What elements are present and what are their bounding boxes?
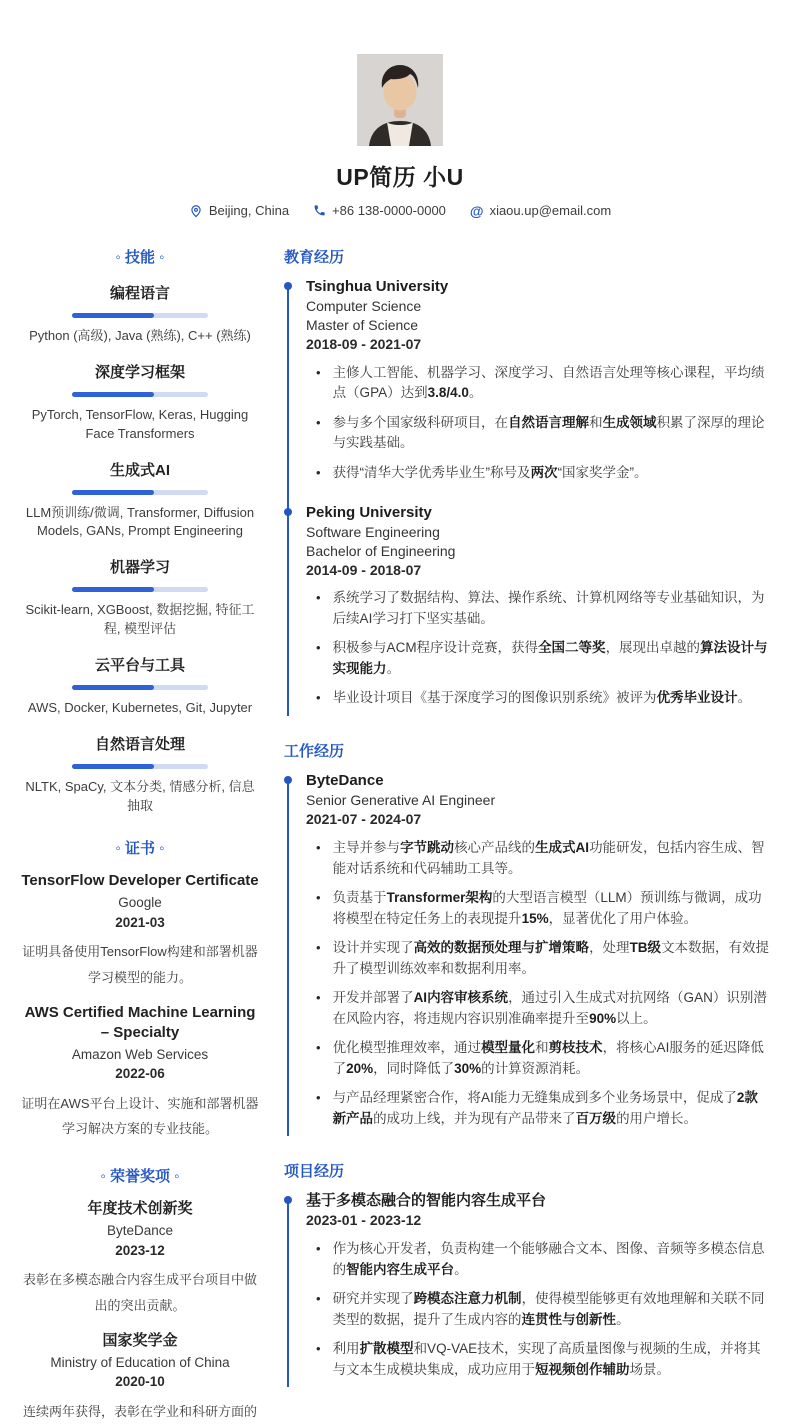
- timeline-entry: [284, 503, 776, 729]
- bullet-marker-icon: •: [316, 414, 321, 430]
- bullet-item: [306, 888, 776, 929]
- main-section: [284, 740, 776, 1148]
- skill-level-bar: [72, 392, 208, 397]
- entry-subtitles: [306, 791, 776, 810]
- main-section-title: 教育经历: [284, 249, 345, 266]
- bullet-marker-icon: •: [316, 1040, 321, 1056]
- bullet-text: 作为核心开发者，负责构建一个能够融合文本、图像、音频等多模态信息的智能内容生成平台。: [332, 1241, 765, 1277]
- contact-phone-text: +86 138-0000-0000: [332, 203, 446, 218]
- bullet-item: [306, 1088, 776, 1129]
- bullet-text: 积极参与ACM程序设计竞赛，获得全国二等奖，展现出卓越的算法设计与实现能力。: [332, 640, 768, 676]
- bullet-text: 利用扩散模型和VQ-VAE技术，实现了高质量图像与视频的生成，并将其与文本生成模块集成，成功应用于短视频创作辅助场景。: [332, 1341, 761, 1377]
- entry-date: 2023-01 - 2023-12: [306, 1212, 422, 1229]
- credential-description: 证明具备使用TensorFlow构建和部署机器学习模型的能力。: [22, 944, 258, 985]
- profile-photo: [357, 54, 443, 146]
- skill-description: LLM预训练/微调, Transformer, Diffusion Models, GANs, Prompt Engineering: [25, 504, 255, 539]
- entry-date: 2021-07 - 2024-07: [306, 811, 422, 828]
- timeline: [284, 771, 776, 1148]
- contact-phone: [313, 203, 446, 218]
- credential-date: 2021-03: [115, 914, 165, 930]
- bullet-marker-icon: •: [316, 690, 321, 706]
- credential-description: 连续两年获得，表彰在学业和科研方面的: [22, 1403, 257, 1419]
- awards-section-title: ◦ 荣誉奖项 ◦: [100, 1168, 180, 1186]
- bullet-item: [306, 413, 776, 454]
- bullet-marker-icon: •: [316, 364, 321, 380]
- bullet-item: [306, 588, 776, 629]
- bullet-item: [306, 363, 776, 404]
- location-pin-icon: [189, 204, 203, 218]
- bullet-text: 参与多个国家级科研项目，在自然语言理解和生成领域积累了深厚的理论与实践基础。: [332, 414, 765, 451]
- certificates-section-title: ◦ 证书 ◦: [115, 840, 165, 858]
- skill-item: [20, 733, 260, 816]
- entry-title: 基于多模态融合的智能内容生成平台: [306, 1192, 547, 1210]
- bullet-text: 设计并实现了高效的数据预处理与扩增策略，处理TB级文本数据，有效提升了模型训练效率和数据利用率。: [332, 940, 770, 976]
- main-section: [284, 246, 776, 728]
- profile-photo-placeholder: [357, 54, 443, 146]
- credential-issuer: Ministry of Education of China: [50, 1354, 230, 1370]
- skill-level-bar: [72, 764, 208, 769]
- bullet-item: [306, 938, 776, 979]
- skill-description: Scikit-learn, XGBoost, 数据挖掘, 特征工程, 模型评估: [25, 602, 255, 637]
- bullet-marker-icon: •: [316, 840, 321, 856]
- credential-item: [20, 1199, 260, 1318]
- timeline-dot-icon: [284, 508, 292, 516]
- sidebar: [20, 234, 260, 1424]
- bullet-item: [306, 1239, 776, 1280]
- contact-location: [189, 203, 289, 218]
- skill-level-fill: [72, 313, 154, 318]
- skill-level-fill: [72, 587, 154, 592]
- credential-name: TensorFlow Developer Certificate: [21, 872, 259, 890]
- skills-section-title: ◦ 技能 ◦: [115, 249, 165, 266]
- bullet-marker-icon: •: [316, 640, 321, 656]
- bullet-text: 优化模型推理效率，通过模型量化和剪枝技术，将核心AI服务的延迟降低了20%，同时降低了30%的计算资源消耗。: [332, 1040, 764, 1076]
- bullet-item: [306, 463, 776, 484]
- bullet-text: 与产品经理紧密合作，将AI能力无缝集成到多个业务场景中，促成了2款新产品的成功上线，并为现有产品带来了百万级的用户增长。: [332, 1090, 758, 1126]
- bullet-item: [306, 1339, 776, 1380]
- entry-subtitles: [306, 297, 776, 335]
- skill-name: 云平台与工具: [94, 656, 185, 674]
- skill-level-bar: [72, 587, 208, 592]
- skill-name: 自然语言处理: [94, 735, 185, 753]
- skill-level-fill: [72, 685, 154, 690]
- entry-title: Peking University: [306, 503, 432, 521]
- main-section-title: 项目经历: [284, 1163, 345, 1181]
- awards-list: [20, 1199, 260, 1424]
- credential-description: 证明在AWS平台上设计、实施和部署机器学习解决方案的专业技能。: [21, 1095, 259, 1137]
- credential-item: [20, 1331, 260, 1424]
- entry-bullets: [306, 1239, 776, 1380]
- entry-subtitle: Senior Generative AI Engineer: [306, 792, 496, 809]
- skill-description: NLTK, SpaCy, 文本分类, 情感分析, 信息抽取: [25, 778, 255, 813]
- contact-email-text: xiaou.up@email.com: [489, 203, 612, 218]
- bullet-item: [306, 838, 776, 879]
- phone-icon: [313, 204, 326, 217]
- bullet-marker-icon: •: [316, 1241, 321, 1257]
- bullet-marker-icon: •: [316, 890, 321, 906]
- entry-subtitle: Bachelor of Engineering: [306, 542, 456, 559]
- entry-title: Tsinghua University: [306, 278, 449, 295]
- bullet-text: 获得“清华大学优秀毕业生”称号及两次“国家奖学金”。: [332, 464, 648, 480]
- bullet-item: [306, 688, 776, 709]
- skill-item: [20, 282, 260, 346]
- skill-name: 生成式AI: [109, 461, 170, 479]
- credential-issuer: Google: [118, 895, 162, 911]
- credential-item: [20, 1003, 260, 1141]
- bullet-text: 主导并参与字节跳动核心产品线的生成式AI功能研发，包括内容生成、智能对话系统和代码辅助工具等。: [332, 840, 765, 876]
- skill-name: 编程语言: [109, 285, 170, 302]
- bullet-marker-icon: •: [316, 590, 321, 606]
- credential-name: 国家奖学金: [102, 1331, 178, 1349]
- skill-level-fill: [72, 392, 154, 397]
- skill-item: [20, 361, 260, 444]
- credential-name: AWS Certified Machine Learning – Specialty: [24, 1004, 256, 1041]
- skill-level-bar: [72, 490, 208, 495]
- credential-date: 2023-12: [115, 1242, 165, 1258]
- skill-name: 机器学习: [109, 559, 170, 577]
- credential-date: 2020-10: [115, 1374, 165, 1390]
- credential-name: 年度技术创新奖: [87, 1200, 193, 1218]
- bullet-marker-icon: •: [316, 1090, 321, 1106]
- entry-title: ByteDance: [306, 772, 384, 789]
- certificates-list: [20, 871, 260, 1141]
- entry-bullets: [306, 588, 776, 709]
- credential-issuer: Amazon Web Services: [71, 1046, 209, 1062]
- skill-item: [20, 459, 260, 542]
- timeline-dot-icon: [284, 1196, 292, 1204]
- entry-bullets: [306, 363, 776, 484]
- timeline-entry: [284, 771, 776, 1148]
- entry-subtitles: [306, 523, 776, 561]
- skill-description: Python (高级), Java (熟练), C++ (熟练): [29, 328, 251, 343]
- bullet-marker-icon: •: [316, 1291, 321, 1307]
- skill-item: [20, 556, 260, 639]
- skill-level-fill: [72, 490, 154, 495]
- bullet-text: 系统学习了数据结构、算法、操作系统、计算机网络等专业基础知识，为后续AI学习打下坚实基础。: [332, 590, 765, 626]
- bullet-item: [306, 638, 776, 679]
- credential-item: [20, 871, 260, 990]
- bullet-text: 毕业设计项目《基于深度学习的图像识别系统》被评为优秀毕业设计。: [332, 690, 752, 706]
- bullet-text: 研究并实现了跨模态注意力机制，使得模型能够更有效地理解和关联不同类型的数据，提升了生成内容的连贯性与创新性。: [332, 1291, 765, 1327]
- skills-list: [20, 282, 260, 815]
- credential-issuer: ByteDance: [106, 1223, 174, 1239]
- entry-subtitle: Master of Science: [306, 317, 419, 334]
- main-content: [284, 234, 776, 1424]
- bullet-item: [306, 1038, 776, 1079]
- contact-location-text: Beijing, China: [208, 203, 290, 218]
- entry-bullets: [306, 838, 776, 1129]
- bullet-marker-icon: •: [316, 1341, 321, 1357]
- content-columns: [0, 218, 800, 1424]
- at-sign-icon: @: [469, 202, 484, 219]
- entry-subtitle: Software Engineering: [306, 523, 440, 540]
- timeline-entry: [284, 1191, 776, 1399]
- timeline-entry: [284, 277, 776, 503]
- main-section-title: 工作经历: [284, 743, 345, 760]
- skill-item: [20, 654, 260, 718]
- skill-description: PyTorch, TensorFlow, Keras, Hugging Face Transformers: [31, 406, 249, 441]
- entry-date: 2014-09 - 2018-07: [306, 561, 422, 578]
- bullet-item: [306, 988, 776, 1029]
- skill-name: 深度学习框架: [94, 363, 185, 381]
- skill-level-bar: [72, 685, 208, 690]
- credential-date: 2022-06: [115, 1066, 165, 1082]
- bullet-text: 负责基于Transformer架构的大型语言模型（LLM）预训练与微调，成功将模型在特定任务上的表现提升15%，显著优化了用户体验。: [332, 890, 762, 926]
- bullet-item: [306, 1289, 776, 1330]
- entry-date: 2018-09 - 2021-07: [306, 336, 422, 353]
- bullet-text: 主修人工智能、机器学习、深度学习、自然语言处理等核心课程，平均绩点（GPA）达到3.8/4.0。: [332, 364, 765, 401]
- bullet-marker-icon: •: [316, 464, 321, 480]
- bullet-marker-icon: •: [316, 940, 321, 956]
- candidate-name: UP简历 小U: [336, 164, 464, 190]
- timeline: [284, 1191, 776, 1399]
- timeline-dot-icon: [284, 776, 292, 784]
- credential-description: 表彰在多模态融合内容生成平台项目中做出的突出贡献。: [22, 1272, 257, 1313]
- skill-description: AWS, Docker, Kubernetes, Git, Jupyter: [27, 699, 253, 715]
- entry-subtitle: Computer Science: [306, 298, 422, 315]
- main-section: [284, 1160, 776, 1399]
- skill-level-fill: [72, 764, 154, 769]
- skill-level-bar: [72, 313, 208, 318]
- bullet-marker-icon: •: [316, 990, 321, 1006]
- timeline: [284, 277, 776, 728]
- contact-email: [470, 203, 611, 218]
- contact-row: [0, 203, 800, 218]
- bullet-text: 开发并部署了AI内容审核系统，通过引入生成式对抗网络（GAN）识别潜在风险内容，将违规内容识别准确率提升至90%以上。: [332, 990, 767, 1026]
- timeline-dot-icon: [284, 282, 292, 290]
